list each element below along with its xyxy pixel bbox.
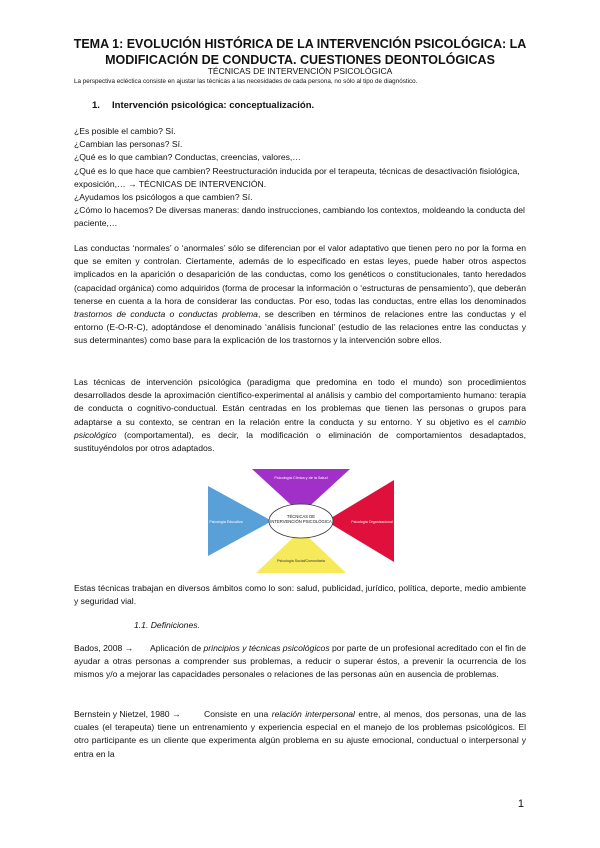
document-title: TEMA 1: EVOLUCIÓN HISTÓRICA DE LA INTERVENCIÓN PSICOLÓGICA: LA MODIFICACIÓN DE CONDUCTA. CUESTIONES DEONTOLÓGICAS <box>73 37 527 67</box>
question-list <box>74 125 526 231</box>
question-item: ¿Cómo lo hacemos? De diversas maneras: dando instrucciones, cambiando los contextos, moldeando la conducta del paciente,… <box>74 205 525 229</box>
question-item: ¿Cambian las personas? Sí. <box>74 139 183 150</box>
paragraph-text: Las técnicas de intervención psicológica (paradigma que predomina en todo el mundo) son procedimientos desarrollados desde la aproximación científico-experimental al análisis y cambio del comportamiento humano: terapia de conducta o cognitivo-conductual. Están centradas en los problemas que tienen las personas o grupos para adaptarse a su contexto, se centran en la relación entre la conducta y su entorno. Y su objetivo es el <box>74 377 526 427</box>
section-heading-1 <box>92 100 314 111</box>
definition-bados <box>74 642 526 682</box>
paragraph-emphasis: cambio psicológico <box>74 416 526 440</box>
top-label: Psicología Clínica y de la Salud <box>274 476 328 480</box>
paragraph-tecnicas <box>74 376 526 455</box>
paragraph-text: Las conductas ‘normales’ o ‘anormales’ sólo se diferencian por el valor adaptativo que tienen pero no por la forma en que se emiten y controlan. Ciertamente, además de lo especificado en estas leyes, puede haber otros aspectos implicados en la aparición o desaparición de las conductas, como los genéticos o constitucionales, tanto heredados (capacidad orgánica) como adquiridos (forma de procesar la información o ‘estructuras de pensamiento’), que deberán tenerse en cuenta a la hora de considerar las conductas. Por eso, todas las conductas, entre ellas los denominados <box>74 243 526 306</box>
intro-note: La perspectiva ecléctica consiste en ajustar las técnicas a las necesidades de cada persona, no sólo al tipo de diagnóstico. <box>74 78 418 85</box>
center-label: TÉCNICAS DE INTERVENCIÓN PSICOLÓGICA <box>270 514 332 524</box>
document-subtitle: TÉCNICAS DE INTERVENCIÓN PSICOLÓGICA <box>207 66 393 76</box>
section-title: Intervención psicológica: conceptualización. <box>112 100 315 111</box>
intervention-areas-diagram <box>206 466 396 576</box>
definition-author: Bados, 2008 → <box>74 643 134 653</box>
paragraph-text: , se describen en términos de relaciones entre las conductas y el entorno (E-O-R-C), adoptándose el denominado ‘análisis funcional’ (estudio de las relaciones entre las conductas y sus determinantes) como base para la explicación de los trastornos y la intervención sobre ellos. <box>74 309 526 346</box>
left-label: Psicología Educativa <box>209 520 243 524</box>
definition-author: Bernstein y Nietzel, 1980 → <box>74 709 181 719</box>
right-label: Psicología Organizacional <box>351 520 393 524</box>
definition-bernstein <box>74 708 526 761</box>
definition-text: Consiste en una relación interpersonal entre, al menos, dos personas, una de las cuales (el terapeuta) tiene un entrenamiento y experiencia especial en el manejo de los problemas psicológicos. El otro participante es un cliente que experimenta algún problema en su ajuste emocional, conductual o interpersonal y entra en la <box>74 709 526 759</box>
definition-text: Aplicación de principios y técnicas psicológicos por parte de un profesional acreditado con el fin de ayudar a otras personas a comprender sus problemas, a reducir o superar éstos, a prevenir la ocurrencia de los mismos y/o a mejorar las capacidades personales o relaciones de las personas aún en ausencia de problemas. <box>74 643 526 680</box>
question-item: ¿Ayudamos los psicólogos a que cambien? Sí. <box>74 192 253 203</box>
section-number: 1. <box>92 100 100 111</box>
section-heading-1-1: 1.1. Definiciones. <box>134 620 200 630</box>
paragraph-text: (comportamental), es decir, la modificación o eliminación de comportamientos desadaptados, sustituyéndolos por otros adaptados. <box>74 429 526 454</box>
page-number: 1 <box>517 798 524 810</box>
paragraph-emphasis: trastornos de conducta o conductas problema <box>74 309 258 320</box>
question-item: ¿Qué es lo que cambian? Conductas, creencias, valores,… <box>74 152 301 163</box>
question-item: ¿Es posible el cambio? Sí. <box>74 126 176 136</box>
paragraph-conductas <box>74 242 526 348</box>
paragraph-ambitos: Estas técnicas trabajan en diversos ámbitos como lo son: salud, publicidad, jurídico, política, deporte, medio ambiente y seguridad vial. <box>74 583 526 607</box>
question-item: ¿Qué es lo que hace que cambien? Reestructuración inducida por el terapeuta, técnicas de desactivación fisiológica, exposición,… → TÉCNICAS DE INTERVENCIÓN. <box>74 165 520 189</box>
bottom-label: Psicología Social/Comunitaria <box>277 559 325 563</box>
